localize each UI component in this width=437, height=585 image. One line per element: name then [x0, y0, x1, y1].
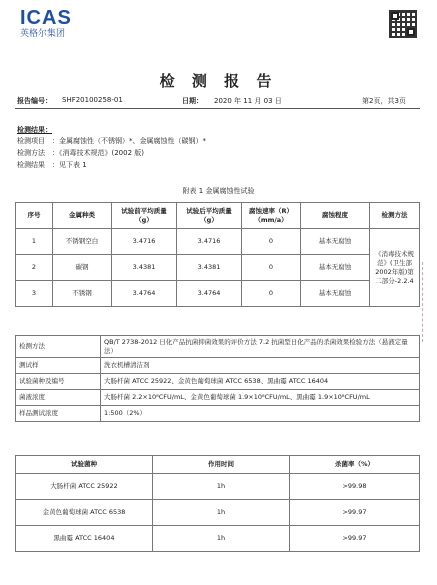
cell: 黑曲霉 ATCC 16404 [16, 526, 153, 552]
logo-text: ICAS [20, 7, 72, 29]
label-cell: 试验菌种及编号 [16, 374, 101, 390]
report-no: SHF20100258-01 [62, 96, 123, 104]
bactericidal-table [15, 455, 420, 552]
cell: 3 [16, 281, 53, 307]
cell: 不锈钢 [53, 281, 112, 307]
table-row [16, 255, 420, 281]
cell: 0 [242, 281, 301, 307]
report-no-label: 报告编号： [17, 97, 52, 105]
header-divider [15, 108, 420, 109]
page-number: 第2页，共3页 [362, 97, 406, 105]
value-cell: 大肠杆菌 2.2×10⁸CFU/mL、金黄色葡萄球菌 1.9×10⁸CFU/mL、黑曲霉 1.9×10⁸CFU/mL [101, 390, 420, 406]
cell: 碳钢 [53, 255, 112, 281]
cell: 基本无腐蚀 [301, 229, 370, 255]
cell: >99.97 [290, 526, 420, 552]
report-title: 检 测 报 告 [159, 72, 278, 90]
label-cell: 测试样 [16, 358, 101, 374]
corrosion-table [15, 202, 420, 307]
seal-stamp [422, 262, 437, 342]
table-row [16, 336, 420, 358]
qr-code-icon [389, 10, 417, 38]
table-row [16, 358, 420, 374]
cell: 1h [153, 500, 290, 526]
cell: 大肠杆菌 ATCC 25922 [16, 474, 153, 500]
table-row [16, 281, 420, 307]
col-header: 检测方法 [370, 203, 420, 229]
cell: 0 [242, 229, 301, 255]
date-label: 日期： [182, 97, 203, 105]
label-cell: 检测方法 [16, 336, 101, 358]
cell: 金黄色葡萄球菌 ATCC 6538 [16, 500, 153, 526]
col-header: 试验菌种 [16, 456, 153, 474]
result-label: 检测结果 [17, 161, 45, 169]
col-header: 试验前平均质量（g） [112, 203, 177, 229]
method-value: ：《消毒技术规范》(2002 版) [52, 149, 145, 157]
method-label: 检测方法 [17, 149, 45, 157]
cell: 1h [153, 474, 290, 500]
cell: 2 [16, 255, 53, 281]
table-row [16, 229, 420, 255]
cell: 3.4764 [112, 281, 177, 307]
cell: 3.4764 [177, 281, 242, 307]
cell: 基本无腐蚀 [301, 281, 370, 307]
cell: 基本无腐蚀 [301, 255, 370, 281]
label-cell: 样品测试浓度 [16, 406, 101, 422]
table1-caption: 附表 1 金属腐蚀性试验 [182, 187, 255, 195]
cell: >99.98 [290, 474, 420, 500]
method-cell: 《消毒技术规范》(卫生部2002年版)第二部分-2.2.4 [370, 229, 420, 307]
value-cell: 洗衣机槽清洁剂 [101, 358, 420, 374]
item-label: 检测项目 [17, 137, 45, 145]
col-header: 序号 [16, 203, 53, 229]
cell: 3.4381 [112, 255, 177, 281]
method-info-table [15, 335, 420, 422]
item-value: ：金属腐蚀性（不锈钢）*、金属腐蚀性（碳钢）* [52, 137, 206, 145]
cell: 3.4381 [177, 255, 242, 281]
col-header: 腐蚀程度 [301, 203, 370, 229]
cell: 不锈钢空白 [53, 229, 112, 255]
label-cell: 菌液浓度 [16, 390, 101, 406]
col-header: 作用时间 [153, 456, 290, 474]
table-row [16, 406, 420, 422]
report-date: 2020 年 11 月 03 日 [214, 97, 282, 105]
col-header: 试验后平均质量（g） [177, 203, 242, 229]
value-cell: 大肠杆菌 ATCC 25922、金黄色葡萄球菌 ATCC 6538、黑曲霉 ATCC 16404 [101, 374, 420, 390]
cell: >99.97 [290, 500, 420, 526]
cell: 3.4716 [112, 229, 177, 255]
cell: 3.4716 [177, 229, 242, 255]
col-header: 杀菌率（%） [290, 456, 420, 474]
col-header: 金属种类 [53, 203, 112, 229]
result-value: ：见下表 1 [52, 161, 87, 169]
value-cell: 1:500（2%） [101, 406, 420, 422]
logo-subtext: 英格尔集团 [20, 29, 66, 39]
table-row [16, 500, 420, 526]
value-cell: QB/T 2738-2012 日化产品抗菌抑菌效果的评价方法 7.2 抗菌型日化产品的杀菌效果检验方法（悬液定量法） [101, 336, 420, 358]
company-logo [20, 8, 72, 40]
results-heading: 检测结果： [17, 126, 52, 134]
col-header: 腐蚀速率（R）（mm/a） [242, 203, 301, 229]
cell: 1h [153, 526, 290, 552]
table-row [16, 474, 420, 500]
table-row [16, 390, 420, 406]
cell: 1 [16, 229, 53, 255]
table-row [16, 526, 420, 552]
table-row [16, 374, 420, 390]
cell: 0 [242, 255, 301, 281]
